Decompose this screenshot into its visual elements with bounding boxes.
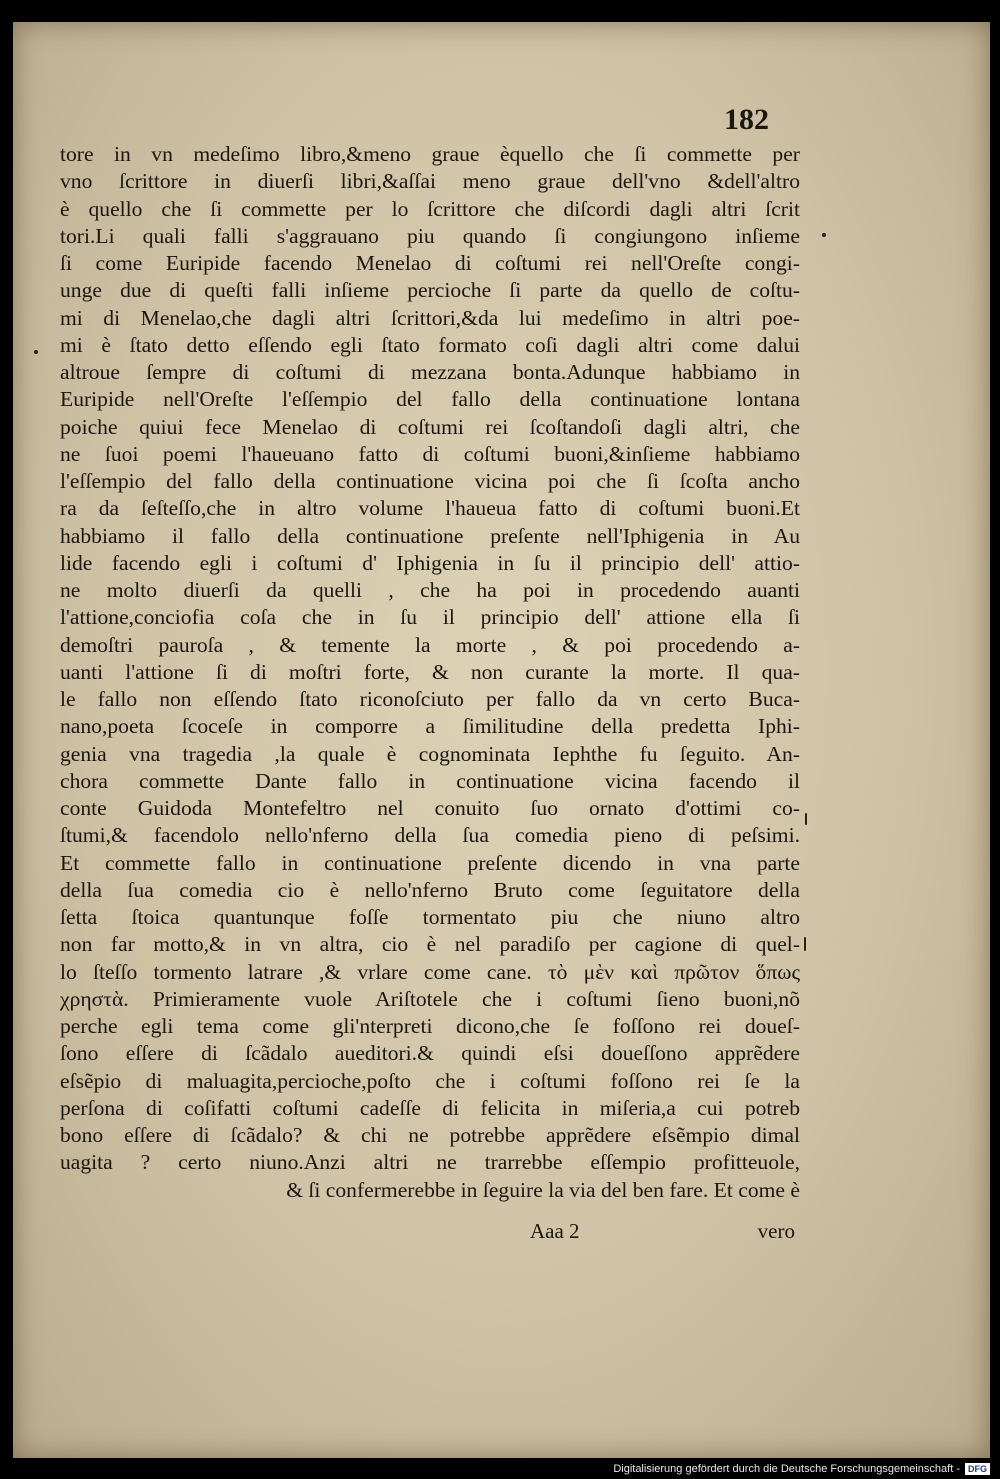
text-line: lo ſteſſo tormento latrare ,& vrlare come cane. τὸ μὲν καὶ πρῶτον ὅπως — [60, 959, 800, 984]
signature-mark: Aaa 2 — [530, 1219, 580, 1243]
credit-text: Digitalisierung gefördert durch die Deutsche Forschungsgemeinschaft - — [613, 1463, 960, 1475]
page-number: 182 — [724, 103, 769, 136]
text-line: genia vna tragedia ,la quale è cognominata Iephthe fu ſeguito. An- — [60, 741, 800, 766]
text-line: le fallo non eſſendo ſtato riconoſciuto per fallo da vn certo Buca- — [60, 687, 800, 711]
catchword: vero — [757, 1219, 795, 1243]
text-line: ne molto diuerſi da quelli , che ha poi in procedendo auanti — [60, 578, 800, 602]
margin-speck — [822, 233, 826, 237]
text-line: tore in vn medeſimo libro,&meno graue èquello che ſi commette per — [60, 142, 800, 166]
text-line: ne ſuoi poemi l'haueuano fatto di coſtumi buoni,&inſieme habbiamo — [60, 441, 800, 466]
text-line: perſona di coſifatti coſtumi cadeſſe di felicita in miſeria,a cui potreb — [60, 1095, 800, 1120]
text-line: altroue ſempre di coſtumi di mezzana bonta.Adunque habbiamo in — [60, 360, 800, 384]
text-line: Et commette fallo in continuatione preſente dicendo in vna parte — [60, 850, 800, 875]
text-line: nano,poeta ſcoceſe in comporre a ſimilitudine della predetta Iphi- — [60, 714, 800, 739]
margin-speck — [34, 350, 38, 354]
text-line: l'eſſempio del fallo della continuatione vicina poi che ſi ſcoſta ancho — [60, 469, 800, 493]
text-line: ſtumi,& facendolo nello'nferno della ſua comedia pieno di peſsimi. — [60, 823, 800, 848]
text-line: lide facendo egli i coſtumi d' Iphigenia in ſu il principio dell' attio- — [60, 550, 800, 575]
text-line: bono eſſere di ſcãdalo? & chi ne potrebbe apprẽdere eſsẽmpio dimal — [60, 1123, 800, 1147]
text-line: & ſi confermerebbe in ſeguire la via del ben fare. Et come è — [286, 1177, 800, 1202]
text-line: ſi come Euripide facendo Menelao di coſtumi rei nell'Oreſte congi- — [60, 251, 800, 275]
text-line: chora commette Dante fallo in continuatione vicina facendo il — [60, 768, 800, 793]
text-line: χρηστὰ. Primieramente vuole Ariſtotele che i coſtumi ſieno buoni,nõ — [60, 986, 800, 1011]
text-line: uagita ? certo niuno.Anzi altri ne trarrebbe eſſempio profitteuole, — [60, 1150, 800, 1175]
text-line: l'attione,conciofia coſa che in ſu il principio dell' attione ella ſi — [60, 605, 800, 630]
text-line: unge due di queſti falli inſieme percioche ſi parte da quello de coſtu- — [60, 278, 800, 303]
text-line: Euripide nell'Oreſte l'eſſempio del fallo della continuatione lontana — [60, 387, 800, 412]
text-line: habbiamo il fallo della continuatione preſente nell'Iphigenia in Au — [60, 523, 800, 548]
text-line: eſsẽpio di maluagita,percioche,poſto che i coſtumi foſſono rei ſe la — [60, 1068, 800, 1093]
digitization-credit — [613, 1463, 990, 1475]
page-footer — [530, 1219, 795, 1249]
text-line: tori.Li quali falli s'aggrauano piu quando ſi congiungono inſieme — [60, 223, 800, 248]
text-line: perche egli tema come gli'nterpreti dicono,che ſe foſſono rei doueſ- — [60, 1014, 800, 1038]
text-line: è quello che ſi commette per lo ſcrittore che diſcordi dagli altri ſcrit — [60, 196, 800, 221]
text-line: non far motto,& in vn altra, cio è nel paradiſo per cagione di quel- — [60, 932, 800, 957]
text-line: uanti l'attione ſi di moſtri forte, & non curante la morte. Il qua- — [60, 659, 800, 684]
margin-speck — [805, 813, 807, 825]
text-line: demoſtri pauroſa , & temente la morte , & poi procedendo a- — [60, 632, 800, 657]
text-line: mi è ſtato detto eſſendo egli ſtato formato coſi dagli altri come dalui — [60, 332, 800, 357]
text-line: mi di Menelao,che dagli altri ſcrittori,&da lui medeſimo in altri poe- — [60, 305, 800, 330]
text-line: ra da ſeſteſſo,che in altro volume l'haueua fatto di coſtumi buoni.Et — [60, 496, 800, 521]
text-line: conte Guidoda Montefeltro nel conuito ſuo ornato d'ottimi co- — [60, 796, 800, 820]
body-text — [60, 141, 800, 1204]
text-line: della ſua comedia cio è nello'nferno Bruto come ſeguitatore della — [60, 877, 800, 902]
text-line: vno ſcrittore in diuerſi libri,&aſſai meno graue dell'vno &dell'altro — [60, 169, 800, 194]
text-line: poiche quiui fece Menelao di coſtumi rei ſcoſtandoſi dagli altri, che — [60, 414, 800, 439]
text-line: ſono eſſere di ſcãdalo aueditori.& quindi eſsi doueſſono apprẽdere — [60, 1041, 800, 1066]
dfg-logo-icon: DFG — [965, 1463, 990, 1475]
text-line: ſetta ſtoica quantunque foſſe tormentato piu che niuno altro — [60, 905, 800, 929]
margin-speck — [804, 937, 806, 951]
